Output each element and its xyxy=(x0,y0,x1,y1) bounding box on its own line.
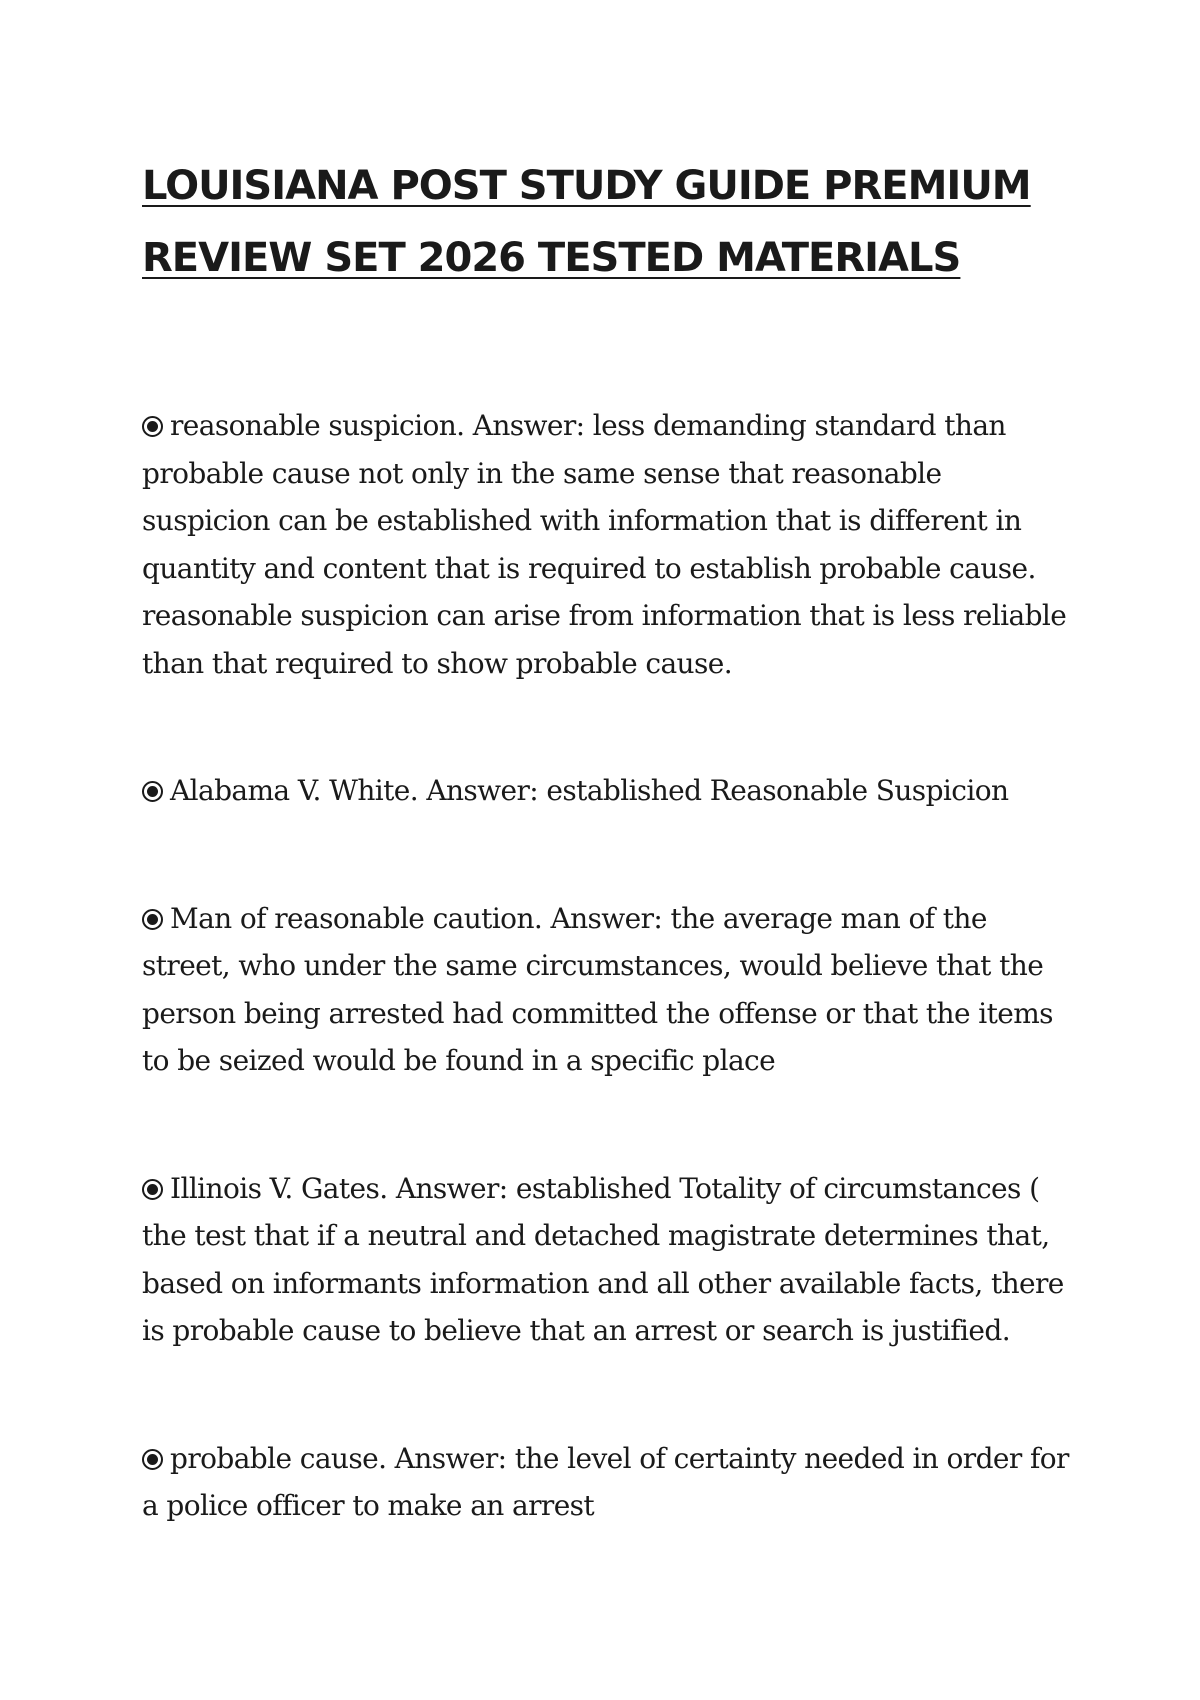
qa-entry xyxy=(142,1165,1072,1355)
radio-bullet-icon xyxy=(142,416,163,437)
title-line-1: LOUISIANA POST STUDY GUIDE PREMIUM xyxy=(142,163,1031,209)
radio-bullet-icon xyxy=(142,1179,163,1200)
qa-entry xyxy=(142,1435,1072,1530)
radio-bullet-icon xyxy=(142,909,163,930)
qa-entry xyxy=(142,767,1072,815)
qa-list xyxy=(142,402,1072,1610)
qa-entry-text: Alabama V. White. Answer: established Reasonable Suspicion xyxy=(170,774,1009,807)
qa-entry xyxy=(142,895,1072,1085)
qa-entry-text: Illinois V. Gates. Answer: established Totality of circumstances ( the test that if a neutral and detached magistrate determines that, based on informants information and all other available facts, there is probable cause to believe that an arrest or search is justified. xyxy=(142,1171,1064,1347)
radio-bullet-icon xyxy=(142,781,163,802)
qa-entry-text: probable cause. Answer: the level of certainty needed in order for a police officer to make an arrest xyxy=(142,1441,1069,1522)
qa-entry-text: Man of reasonable caution. Answer: the average man of the street, who under the same circumstances, would believe that the person being arrested had committed the offense or that the items to be seized would be found in a specific place xyxy=(142,901,1053,1077)
page-title xyxy=(142,150,1082,294)
radio-bullet-icon xyxy=(142,1449,163,1470)
qa-entry xyxy=(142,402,1072,687)
title-line-2: REVIEW SET 2026 TESTED MATERIALS xyxy=(142,235,961,281)
qa-entry-text: reasonable suspicion. Answer: less demanding standard than probable cause not only in the same sense that reasonable suspicion can be established with information that is different in quantity and content that is required to establish probable cause. reasonable suspicion can arise from information that is less reliable than that required to show probable cause. xyxy=(142,409,1067,680)
